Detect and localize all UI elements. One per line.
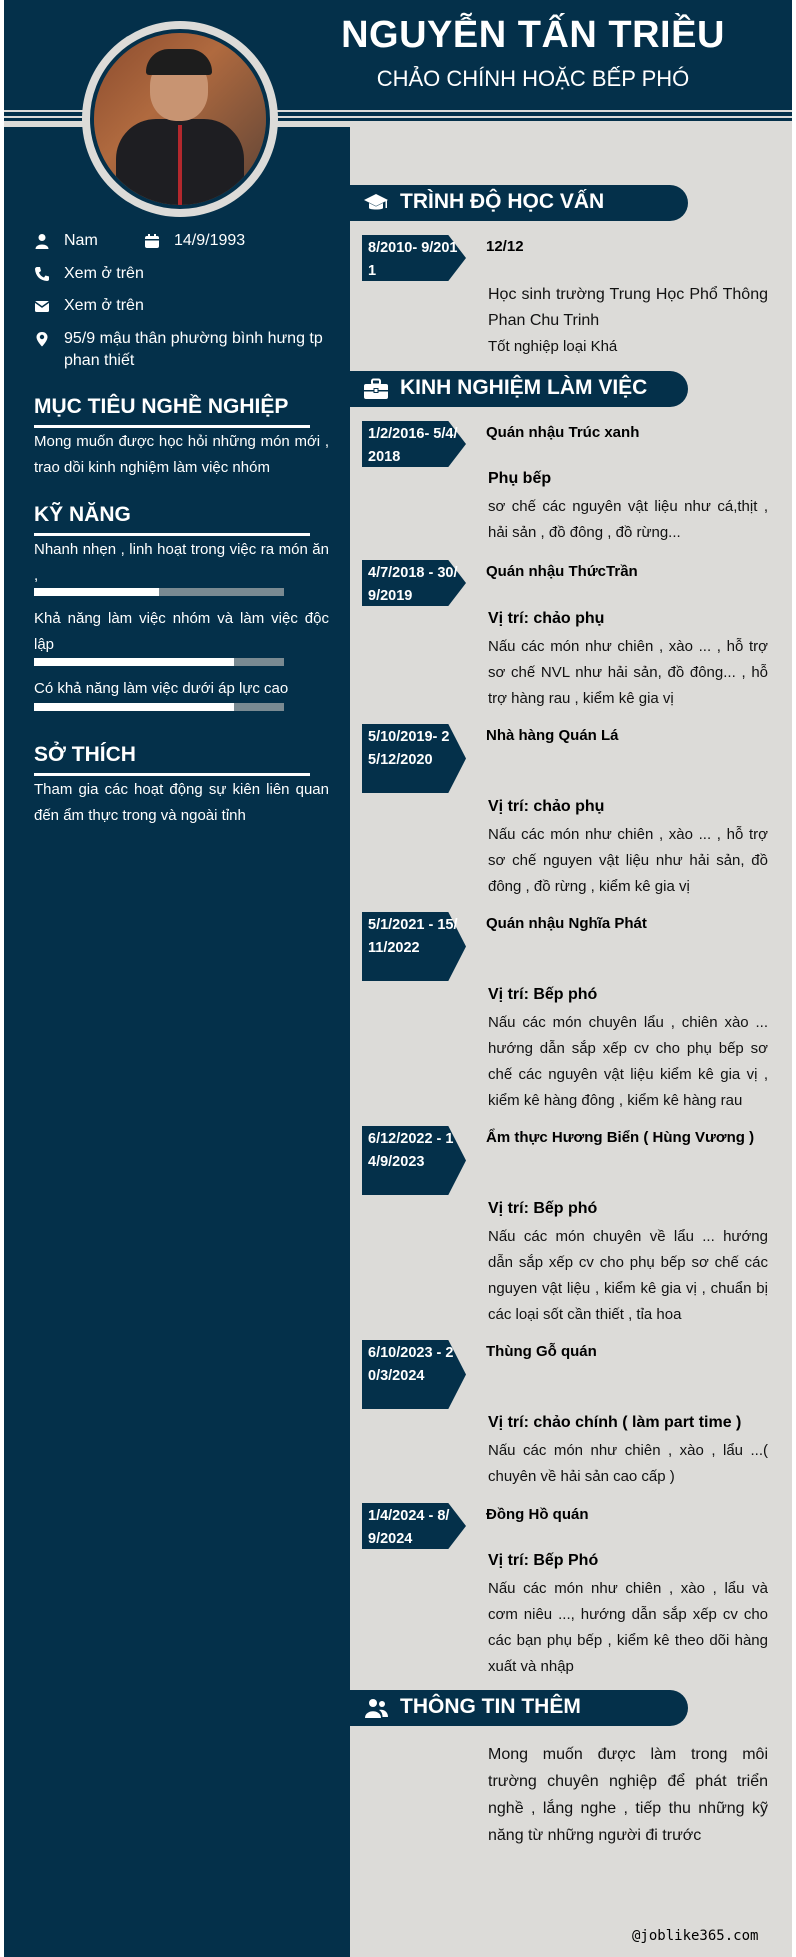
- education-school: Học sinh trường Trung Học Phổ Thông Phan Chu Trinh: [488, 286, 768, 329]
- job-description: Nấu các món như chiên , xào ... , hỗ trợ sơ chế NVL như hải sản, đồ đông... , hỗ trợ hàng rau , kiểm kê gia vị: [488, 638, 768, 707]
- skill-label: Nhanh nhẹn , linh hoạt trong việc ra món ăn ,: [34, 541, 329, 584]
- job-date: [362, 560, 466, 606]
- date-text: 5/10/2019- 25/12/2020: [368, 729, 450, 768]
- candidate-name: NGUYỄN TẤN TRIỀU: [341, 14, 725, 56]
- job-employer: Đồng Hồ quán: [486, 1506, 589, 1523]
- date-text: 5/1/2021 - 15/11/2022: [368, 917, 458, 956]
- education-level: 12/12: [486, 238, 524, 255]
- skill-label: Có khả năng làm việc dưới áp lực cao: [34, 680, 289, 697]
- additional-section-header: [350, 1690, 688, 1726]
- job-employer: Thùng Gỗ quán: [486, 1343, 597, 1360]
- experience-section-header: [350, 371, 688, 407]
- date-text: 6/10/2023 - 20/3/2024: [368, 1345, 454, 1384]
- sidebar: [4, 127, 350, 1957]
- education-section-header: [350, 185, 688, 221]
- skill-bar: [34, 703, 284, 711]
- user-icon: [34, 233, 50, 249]
- job-position: Vị trí: chảo chính ( làm part time ): [488, 1414, 742, 1431]
- phone-icon: [34, 266, 50, 282]
- job-position: Vị trí: chảo phụ: [488, 798, 605, 815]
- job-employer: Quán nhậu Nghĩa Phát: [486, 915, 647, 932]
- objective-text: Mong muốn được học hỏi những món mới , trao dồi kinh nghiệm làm việc nhóm: [34, 433, 329, 476]
- education-title: TRÌNH ĐỘ HỌC VẤN: [400, 190, 605, 213]
- skill-bar-fill: [34, 658, 234, 666]
- additional-title: THÔNG TIN THÊM: [400, 1695, 581, 1718]
- hobbies-divider: [34, 773, 310, 776]
- job-date: [362, 1126, 466, 1195]
- job-position: Vị trí: chảo phụ: [488, 610, 605, 627]
- phone-value: Xem ở trên: [64, 265, 144, 282]
- birthday-value: 14/9/1993: [174, 232, 246, 249]
- date-text: 8/2010- 9/2011: [368, 240, 458, 279]
- job-position: Vị trí: Bếp phó: [488, 1200, 598, 1217]
- hobbies-text: Tham gia các hoạt động sự kiên liên quan đến ẩm thực trong và ngoài tỉnh: [34, 781, 329, 824]
- avatar: [90, 29, 270, 209]
- avatar-frame: [82, 21, 278, 217]
- date-text: 1/4/2024 - 8/9/2024: [368, 1508, 450, 1547]
- skill-bar-fill: [34, 703, 234, 711]
- job-position: Vị trí: Bếp Phó: [488, 1552, 599, 1569]
- job-description: sơ chế các nguyên vật liệu như cá,thịt , hải sản , đồ đông , đồ rừng...: [488, 498, 768, 541]
- job-description: Nấu các món chuyên lẩu , chiên xào ... hướng dẫn sắp xếp cv cho phụ bếp sơ chế các nguyên vật liệu kiểm kê gia vị , kiểm kê hàng đông , kiểm kê hàng rau: [488, 1014, 768, 1109]
- objective-divider: [34, 425, 310, 428]
- skill-label: Khả năng làm việc nhóm và làm việc độc lập: [34, 610, 329, 653]
- map-pin-icon: [34, 331, 50, 347]
- job-position: Vị trí: Bếp phó: [488, 986, 598, 1003]
- date-text: 1/2/2016- 5/4/2018: [368, 426, 458, 465]
- skill-bar: [34, 658, 284, 666]
- address-value: 95/9 mậu thân phường bình hưng tp phan thiết: [64, 330, 323, 369]
- skills-title: KỸ NĂNG: [34, 503, 131, 526]
- objective-title: MỤC TIÊU NGHỀ NGHIỆP: [34, 395, 289, 418]
- envelope-icon: [34, 298, 50, 314]
- graduation-cap-icon: [364, 192, 388, 214]
- gender-value: Nam: [64, 232, 98, 249]
- job-date: [362, 724, 466, 793]
- date-text: 6/12/2022 - 14/9/2023: [368, 1131, 454, 1170]
- job-employer: Quán nhậu Trúc xanh: [486, 424, 640, 441]
- job-description: Nấu các món như chiên , xào ... , hỗ trợ sơ chế nguyen vật liệu như hải sản, đồ đông , đồ rừng , kiểm kê gia vị: [488, 826, 768, 895]
- additional-text: Mong muốn được làm trong môi trường chuyên nghiệp để phát triển nghề , lắng nghe , tiếp thu những kỹ năng từ những người đi trước: [488, 1746, 768, 1844]
- job-position: Phụ bếp: [488, 470, 552, 487]
- experience-title: KINH NGHIỆM LÀM VIỆC: [400, 376, 648, 399]
- education-date: [362, 235, 466, 281]
- email-value: Xem ở trên: [64, 297, 144, 314]
- job-date: [362, 912, 466, 981]
- skill-bar: [34, 588, 284, 596]
- skill-bar-fill: [34, 588, 159, 596]
- education-note: Tốt nghiệp loại Khá: [488, 338, 618, 355]
- briefcase-icon: [364, 378, 388, 400]
- job-date: [362, 421, 466, 467]
- calendar-icon: [144, 233, 160, 249]
- job-employer: Ẩm thực Hương Biển ( Hùng Vương ): [486, 1129, 755, 1146]
- date-text: 4/7/2018 - 30/9/2019: [368, 565, 458, 604]
- job-employer: Quán nhậu ThứcTrần: [486, 563, 638, 580]
- resume-page: [4, 0, 792, 1957]
- job-employer: Nhà hàng Quán Lá: [486, 727, 619, 744]
- footer-watermark: @joblike365.com: [632, 1928, 759, 1944]
- job-date: [362, 1340, 466, 1409]
- hobbies-title: SỞ THÍCH: [34, 743, 136, 766]
- job-description: Nấu các món như chiên , xào , lẩu và cơm niêu ..., hướng dẫn sắp xếp cv cho các bạn phụ bếp , kiểm kê theo dõi hàng xuất và nhập: [488, 1580, 768, 1675]
- users-icon: [364, 1697, 388, 1719]
- job-description: Nấu các món chuyên về lẩu ... hướng dẫn sắp xếp cv cho phụ bếp sơ chế các nguyen vật liệu , kiểm kê gia vị , chuẩn bị các loại sốt cần thiết , tỉa hoa: [488, 1228, 768, 1323]
- candidate-role: CHẢO CHÍNH HOẶC BẾP PHÓ: [376, 66, 690, 91]
- skills-divider: [34, 533, 310, 536]
- job-date: [362, 1503, 466, 1549]
- job-description: Nấu các món như chiên , xào , lẩu ...( chuyên về hải sản cao cấp ): [488, 1442, 768, 1485]
